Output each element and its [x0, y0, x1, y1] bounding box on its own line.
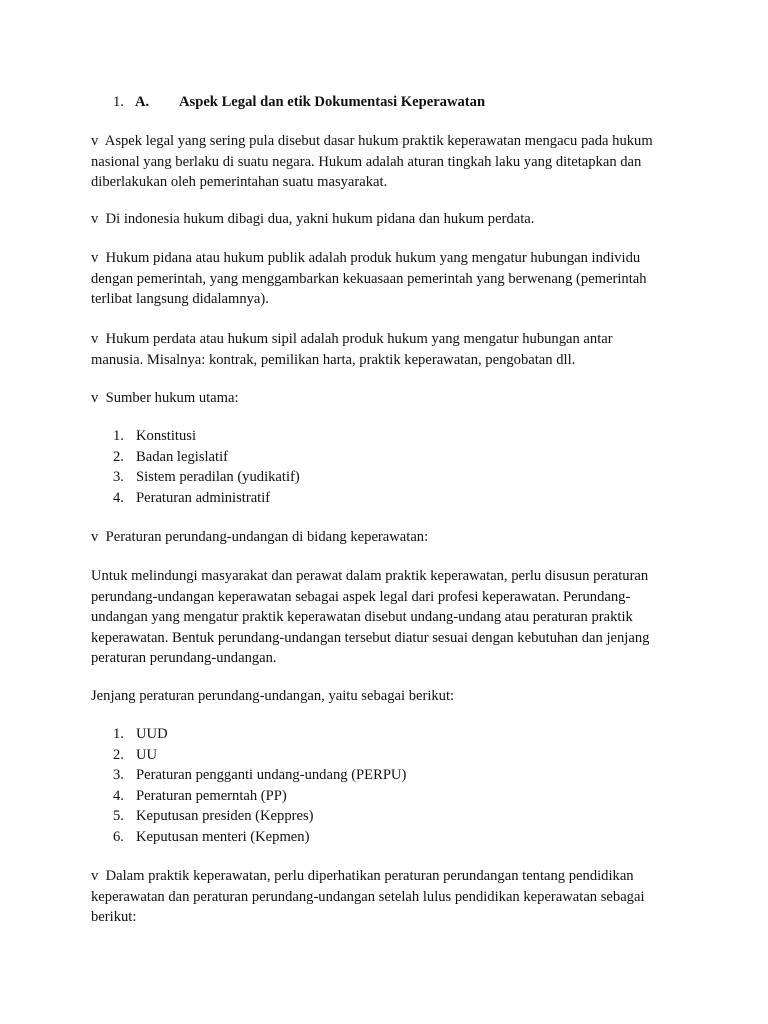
list-item: 1. Konstitusi	[113, 428, 197, 444]
paragraph-line: undangan yang mengatur praktik keperawatan disebut undang-undang atau peraturan praktik	[91, 609, 633, 625]
paragraph-line: peraturan perundang-undangan.	[91, 650, 277, 666]
list-item: 5. Keputusan presiden (Keppres)	[113, 808, 314, 824]
heading-letter: A.	[135, 94, 150, 110]
paragraph-line: diberlakukan oleh pemerintahan suatu masyarakat.	[91, 174, 388, 190]
bullet-marker: v	[91, 211, 99, 227]
paragraph-line: v Hukum perdata atau hukum sipil adalah produk hukum yang mengatur hubungan antar	[91, 331, 613, 347]
paragraph-aspek-legal	[91, 131, 691, 193]
paragraph-line: keperawatan. Bentuk perundang-undangan tersebut diatur sesuai dengan kebutuhan dan jenjang	[91, 629, 650, 646]
paragraph-line: nasional yang berlaku di suatu negara. Hukum adalah aturan tingkah laku yang ditetapkan dan	[91, 153, 642, 170]
paragraph-line: berikut:	[91, 909, 137, 925]
paragraph-line: v Di indonesia hukum dibagi dua, yakni hukum pidana dan hukum perdata.	[91, 211, 535, 227]
paragraph-line: manusia. Misalnya: kontrak, pemilikan harta, praktik keperawatan, pengobatan dll.	[91, 351, 576, 368]
list-item: 1. UUD	[113, 726, 168, 742]
paragraph-line: keperawatan dan peraturan perundang-undangan setelah lulus pendidikan keperawatan sebagai	[91, 888, 645, 905]
list-item: 6. Keputusan menteri (Kepmen)	[113, 828, 310, 845]
heading-title: Aspek Legal dan etik Dokumentasi Keperawatan	[179, 94, 486, 110]
paragraph-dalam-praktik	[91, 866, 691, 928]
bullet-marker: v	[91, 133, 99, 149]
list-item: 3. Sistem peradilan (yudikatif)	[113, 469, 300, 485]
sumber-hukum-list	[113, 426, 300, 508]
jenjang-list	[113, 724, 406, 847]
bullet-marker: v	[91, 868, 99, 884]
paragraph-line: v Peraturan perundang-undangan di bidang keperawatan:	[91, 529, 429, 545]
list-item: 4. Peraturan pemerntah (PP)	[113, 787, 287, 804]
paragraph-hukum-perdata	[91, 329, 691, 370]
paragraph-peraturan-heading	[91, 527, 691, 548]
heading-number: 1.	[113, 94, 124, 110]
paragraph-line: Untuk melindungi masyarakat dan perawat dalam praktik keperawatan, perlu disusun peraturan	[91, 568, 649, 584]
bullet-marker: v	[91, 529, 99, 545]
bullet-marker: v	[91, 390, 99, 406]
paragraph-sumber-hukum	[91, 388, 691, 409]
paragraph-line: v Sumber hukum utama:	[91, 390, 239, 406]
paragraph-line: v Aspek legal yang sering pula disebut dasar hukum praktik keperawatan mengacu pada hukum	[91, 133, 653, 149]
paragraph-hukum-dibagi	[91, 209, 691, 230]
bullet-marker: v	[91, 250, 99, 266]
paragraph-line: v Dalam praktik keperawatan, perlu diperhatikan peraturan perundangan tentang pendidikan	[91, 868, 634, 884]
paragraph-jenjang-intro	[91, 686, 691, 707]
list-item: 4. Peraturan administratif	[113, 489, 271, 506]
paragraph-line: Jenjang peraturan perundang-undangan, yaitu sebagai berikut:	[91, 688, 455, 704]
paragraph-line: dengan pemerintah, yang menggambarkan kekuasaan pemerintah yang berwenang (pemerintah	[91, 270, 647, 287]
list-item: 3. Peraturan pengganti undang-undang (PERPU)	[113, 767, 407, 783]
paragraph-line: perundang-undangan keperawatan sebagai aspek legal dari profesi keperawatan. Perundang-	[91, 588, 631, 605]
list-item: 2. UU	[113, 746, 158, 763]
section-heading	[113, 92, 713, 113]
paragraph-untuk-melindungi	[91, 566, 691, 669]
list-item: 2. Badan legislatif	[113, 448, 228, 465]
paragraph-line: v Hukum pidana atau hukum publik adalah produk hukum yang mengatur hubungan individu	[91, 250, 641, 266]
paragraph-hukum-pidana	[91, 248, 691, 310]
paragraph-line: terlibat langsung didalamnya).	[91, 291, 269, 307]
bullet-marker: v	[91, 331, 99, 347]
